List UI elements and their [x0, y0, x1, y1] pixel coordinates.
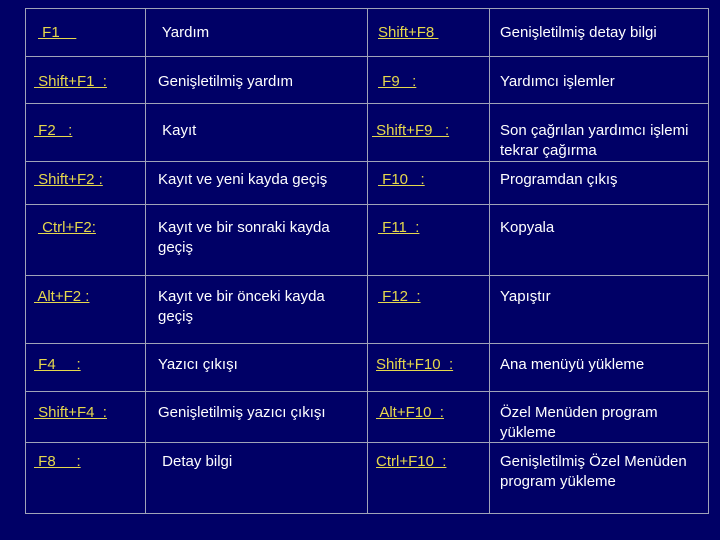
shortcut-desc: Kayıt — [158, 122, 197, 139]
shortcut-key[interactable]: F8 : — [34, 453, 81, 470]
shortcut-table — [25, 8, 709, 514]
row-divider — [26, 391, 708, 392]
shortcut-key[interactable]: Shift+F9 : — [372, 122, 450, 139]
shortcut-desc: Kayıt ve yeni kayda geçiş — [158, 171, 328, 188]
shortcut-key[interactable]: F12 : — [378, 288, 421, 305]
row-divider — [26, 161, 708, 162]
shortcut-key[interactable]: F11 : — [378, 219, 420, 236]
row-divider — [26, 275, 708, 276]
shortcut-key[interactable]: F1 — [38, 24, 77, 41]
shortcut-desc: Yardım — [158, 24, 210, 41]
shortcut-desc: Genişletilmiş Özel Menüden program yükleme — [500, 453, 687, 490]
shortcut-desc: Genişletilmiş yardım — [158, 73, 294, 90]
shortcut-key[interactable]: Alt+F10 : — [376, 404, 444, 421]
shortcut-desc: Ana menüyü yükleme — [500, 356, 645, 373]
shortcut-key[interactable]: Shift+F8 — [378, 24, 439, 41]
row-divider — [26, 343, 708, 344]
shortcut-key[interactable]: F10 : — [378, 171, 425, 188]
shortcut-key[interactable]: F9 : — [378, 73, 417, 90]
shortcut-key[interactable]: F4 : — [34, 356, 81, 373]
shortcut-desc: Kayıt ve bir önceki kayda geçiş — [158, 288, 325, 325]
shortcut-key[interactable]: Ctrl+F2: — [38, 219, 96, 236]
row-divider — [26, 103, 708, 104]
column-divider — [367, 9, 368, 513]
shortcut-key[interactable]: Alt+F2 : — [34, 288, 90, 305]
shortcut-desc: Özel Menüden program yükleme — [500, 404, 658, 441]
shortcut-key[interactable]: F2 : — [34, 122, 73, 139]
row-divider — [26, 56, 708, 57]
shortcut-desc: Detay bilgi — [158, 453, 233, 470]
shortcut-desc: Genişletilmiş detay bilgi — [500, 24, 657, 41]
shortcut-desc: Kayıt ve bir sonraki kayda geçiş — [158, 219, 330, 256]
shortcut-desc: Son çağrılan yardımcı işlemi tekrar çağırma — [500, 122, 689, 159]
shortcut-desc: Yardımcı işlemler — [500, 73, 615, 90]
shortcut-key[interactable]: Shift+F1 : — [34, 73, 107, 90]
shortcut-key[interactable]: Shift+F10 : — [376, 356, 454, 373]
shortcut-desc: Programdan çıkış — [500, 171, 618, 188]
shortcut-key[interactable]: Shift+F4 : — [34, 404, 107, 421]
shortcut-desc: Genişletilmiş yazıcı çıkışı — [158, 404, 326, 421]
shortcut-desc: Yazıcı çıkışı — [158, 356, 238, 373]
row-divider — [26, 204, 708, 205]
column-divider — [489, 9, 490, 513]
shortcut-desc: Yapıştır — [500, 288, 551, 305]
shortcut-desc: Kopyala — [500, 219, 555, 236]
shortcut-key[interactable]: Ctrl+F10 : — [376, 453, 447, 470]
column-divider — [145, 9, 146, 513]
shortcut-key[interactable]: Shift+F2 : — [34, 171, 103, 188]
